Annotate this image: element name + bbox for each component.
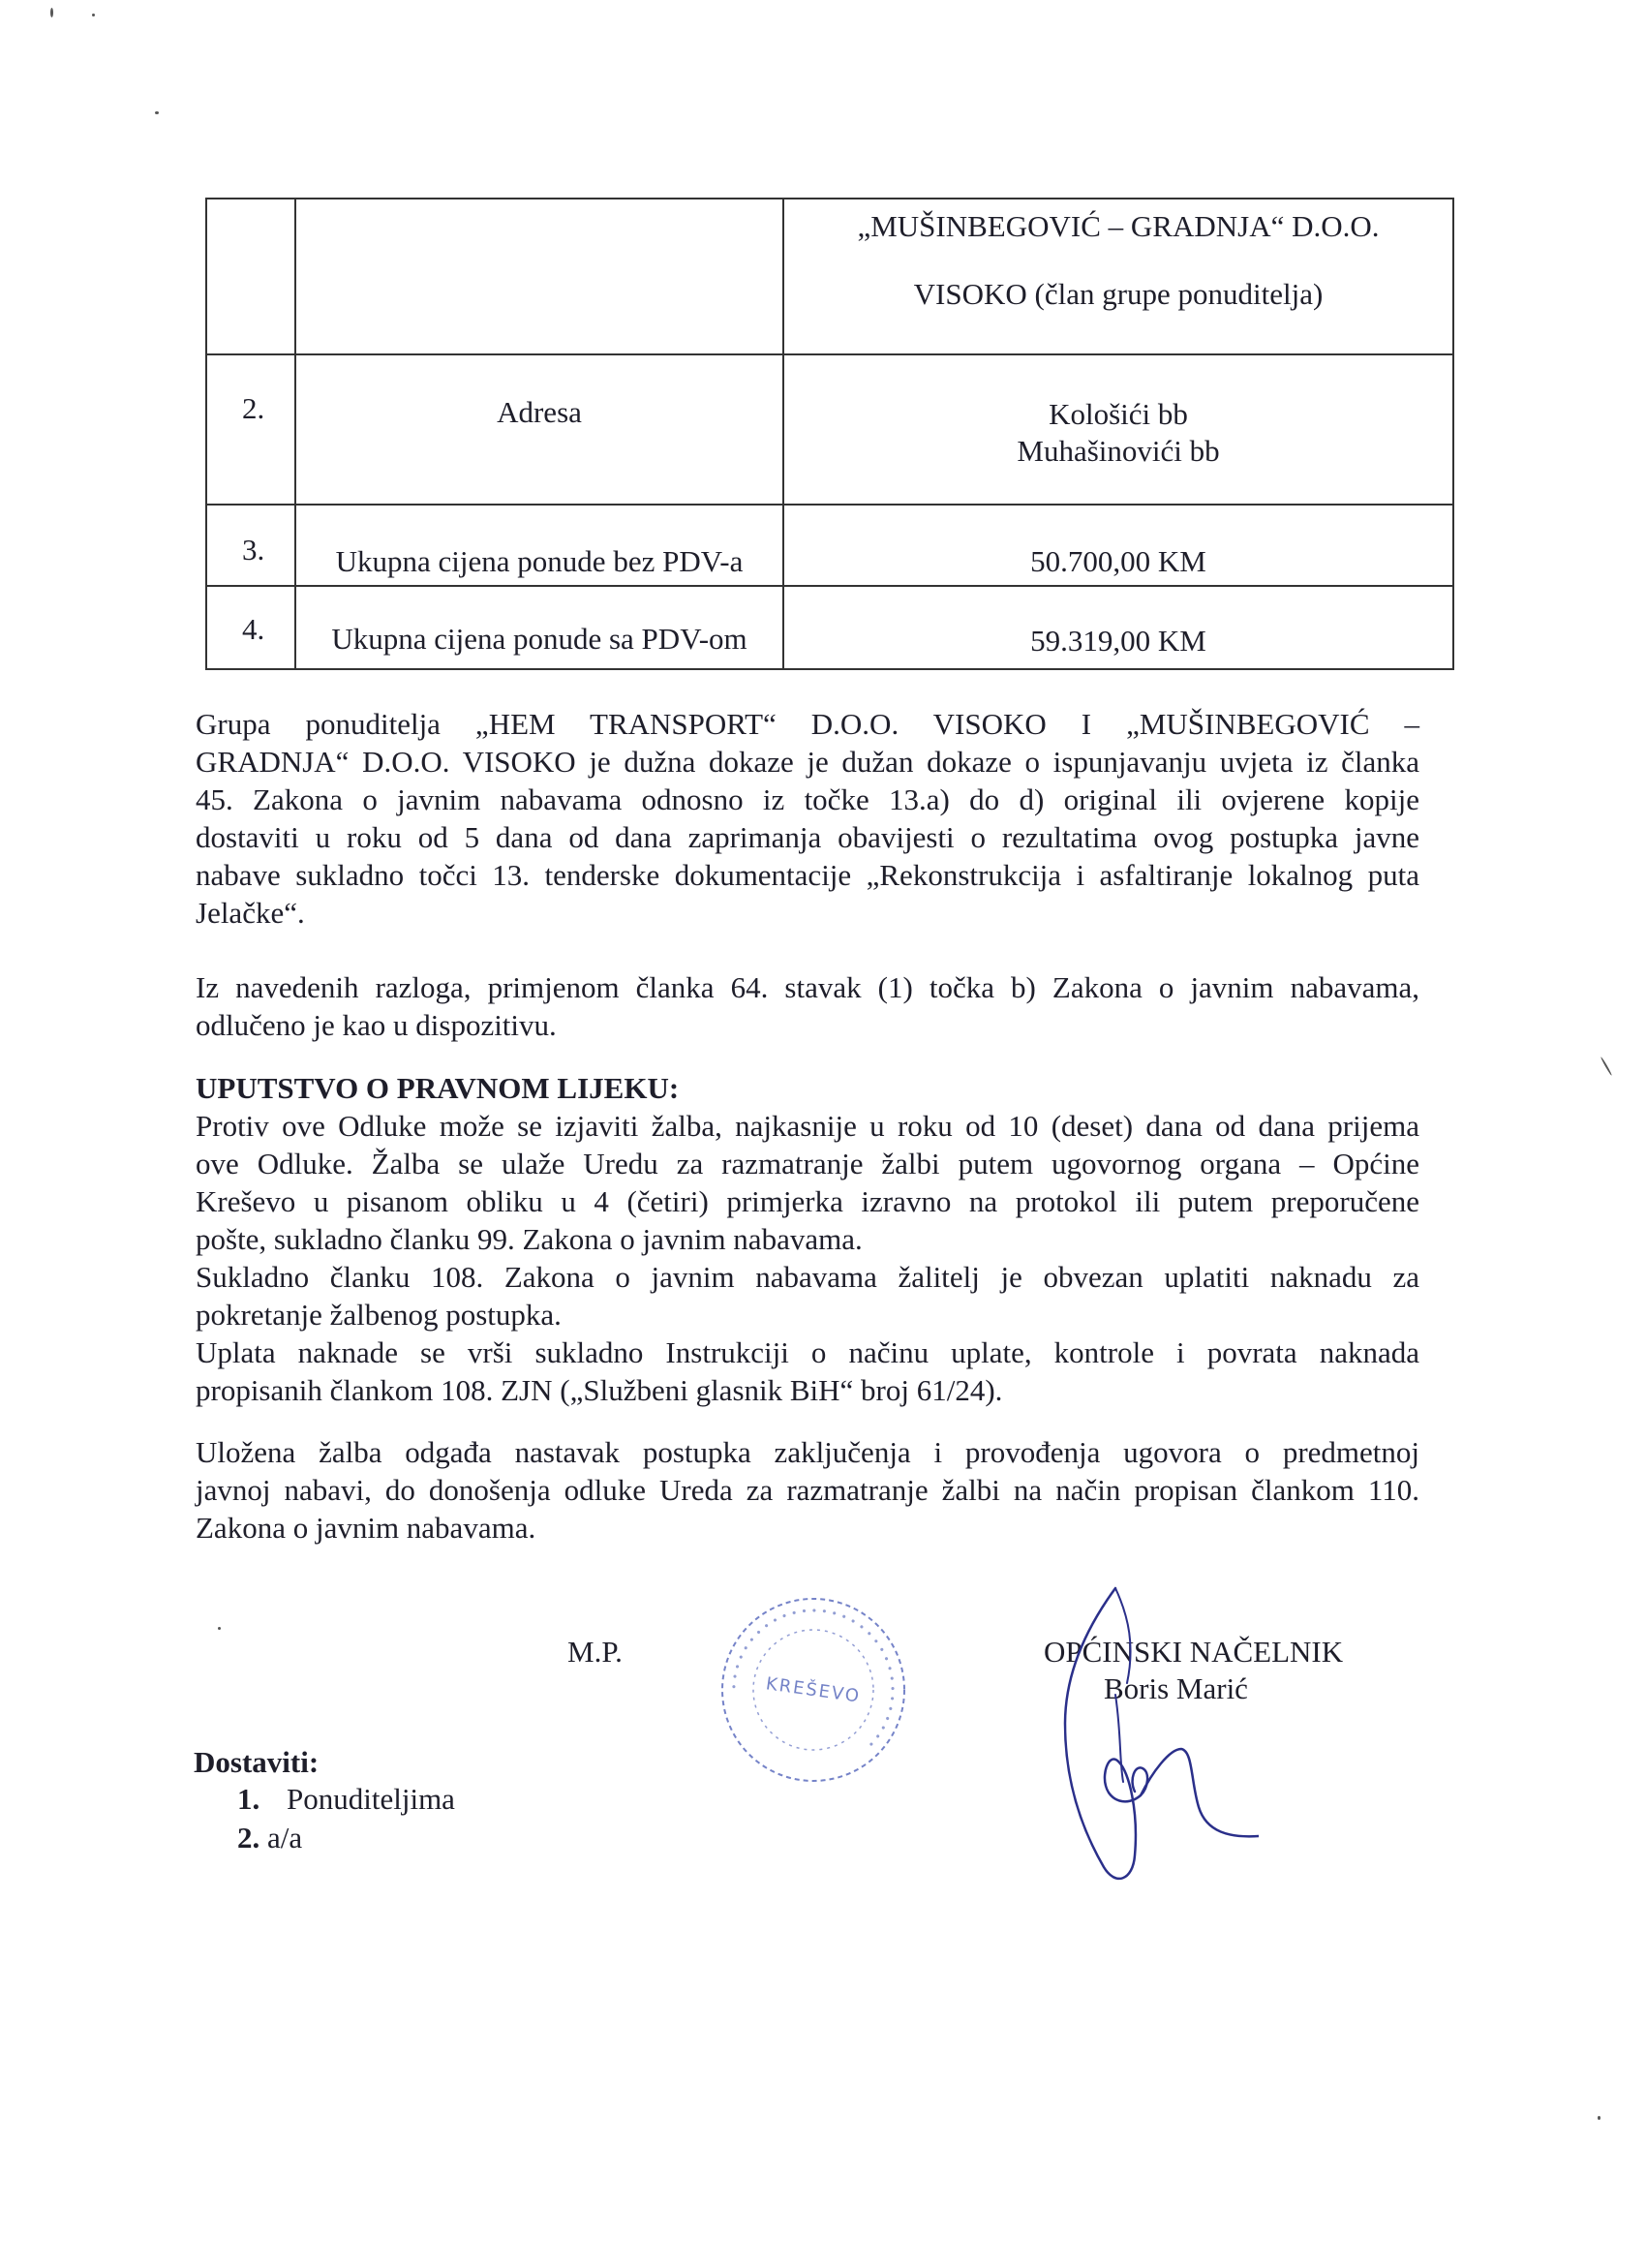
scan-speck [92,14,95,16]
row-number: 4. [242,612,265,646]
text-line: Zakona o javnim nabavama. [196,1511,536,1545]
text-line: Iz navedenih razloga, primjenom članka 64. stavak (1) točka b) Zakona o javnim nabavama, [196,970,1419,1004]
text-line: Uložena žalba odgađa nastavak postupka zaključenja i provođenja ugovora o predmetnoj [196,1435,1419,1469]
paragraph-bidder-group [196,705,1419,932]
paragraph-reasons [196,968,1419,1044]
scan-speck [155,111,159,114]
company-name-line: „MUŠINBEGOVIĆ – GRADNJA“ D.O.O. [857,209,1380,243]
legal-remedy-heading: UPUTSTVO O PRAVNOM LIJEKU: [196,1071,680,1105]
delivery-item-text: a/a [267,1821,303,1854]
text-line: Uplata naknade se vrši sukladno Instrukciji o načinu uplate, kontrole i povrata naknada [196,1335,1419,1369]
signatory-name: Boris Marić [1104,1671,1248,1705]
offer-table [205,198,1454,670]
text-line: Kreševo u pisanom obliku u 4 (četiri) primjerka izravno na protokol ili putem preporučene [196,1184,1419,1218]
delivery-item-number: 1. [237,1782,260,1816]
text-line: odlučeno je kao u dispozitivu. [196,1008,557,1042]
text-line: Jelačke“. [196,896,305,930]
price-with-vat: 59.319,00 KM [1030,624,1206,658]
row-number: 3. [242,533,265,567]
official-stamp-icon [716,1593,910,1787]
legal-remedy-section [196,1069,1419,1409]
text-line: pošte, sukladno članku 99. Zakona o javnim nabavama. [196,1222,863,1256]
text-line: GRADNJA“ D.O.O. VISOKO je dužna dokaze je dužan dokaze o ispunjavanju uvjeta iz članka [196,745,1419,779]
row-number: 2. [242,391,265,425]
paragraph-appeal-effect [196,1433,1419,1547]
stamp-text: KREŠEVO [764,1673,863,1707]
text-line: 45. Zakona o javnim nabavama odnosno iz točke 13.a) do d) original ili ovjerene kopije [196,782,1419,816]
address-line: Kološići bb [1049,397,1188,431]
scan-speck [218,1627,221,1630]
text-line: Protiv ove Odluke može se izjaviti žalba, najkasnije u roku od 10 (deset) dana od dana prijema [196,1109,1419,1143]
signatory-title: OPĆINSKI NAČELNIK [1044,1635,1344,1669]
delivery-item-text: Ponuditeljima [287,1782,455,1816]
company-role-line: VISOKO (član grupe ponuditelja) [913,277,1324,311]
text-line: dostaviti u roku od 5 dana od dana zaprimanja obavijesti o rezultatima ovog postupka javne [196,820,1419,854]
row-label: Ukupna cijena ponude bez PDV-a [335,544,744,578]
text-line: Sukladno članku 108. Zakona o javnim nabavama žalitelj je obvezan uplatiti naknadu za [196,1260,1419,1294]
address-line: Muhašinovići bb [1017,434,1220,468]
scan-speck [50,8,53,17]
text-line: pokretanje žalbenog postupka. [196,1298,562,1332]
delivery-heading: Dostaviti: [194,1745,320,1779]
text-line: Grupa ponuditelja „HEM TRANSPORT“ D.O.O. VISOKO I „MUŠINBEGOVIĆ – [196,707,1419,741]
row-label: Adresa [497,395,582,429]
row-label: Ukupna cijena ponude sa PDV-om [331,622,747,656]
price-without-vat: 50.700,00 KM [1030,544,1206,578]
text-line: ove Odluke. Žalba se ulaže Uredu za razmatranje žalbi putem ugovornog organa – Općine [196,1147,1419,1180]
svg-text:• • • • • • • • • • • • • • •: • • • • • • • • • • • • • • • • • • • • • • • • • • • • • • • [727,1604,899,1751]
scan-speck [1598,2116,1600,2120]
text-line: javnoj nabavi, do donošenja odluke Ureda za razmatranje žalbi na način propisan člankom 110. [196,1473,1419,1507]
text-line: nabave sukladno točci 13. tenderske dokumentacije „Rekonstrukcija i asfaltiranje lokalnog puta [196,858,1419,892]
delivery-item-number: 2. [237,1821,260,1854]
scan-speck [1600,1057,1613,1076]
mp-label: M.P. [567,1635,623,1669]
handwritten-signature-icon [1026,1578,1259,1898]
text-line: propisanih člankom 108. ZJN („Službeni glasnik BiH“ broj 61/24). [196,1373,1003,1407]
